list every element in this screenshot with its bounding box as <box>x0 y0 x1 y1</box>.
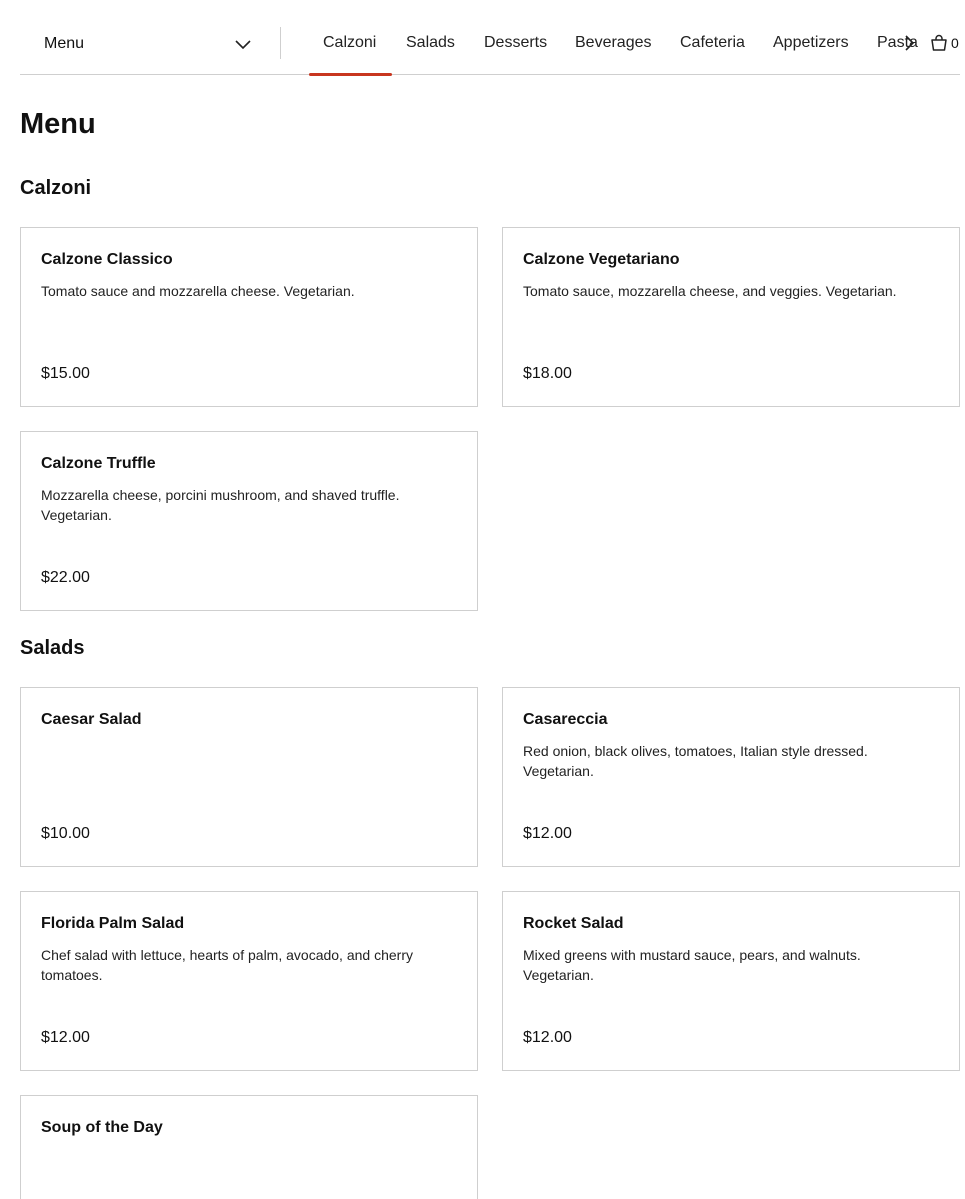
section-title-salads: Salads <box>20 637 85 659</box>
menu-item-card[interactable] <box>502 227 960 407</box>
nav-divider <box>280 27 281 59</box>
tab-salads[interactable] <box>406 0 458 75</box>
chevron-right-icon[interactable] <box>901 33 919 53</box>
section-title-calzoni: Calzoni <box>20 177 92 199</box>
item-price: $18.00 <box>523 365 572 382</box>
item-name: Calzone Truffle <box>41 455 156 472</box>
menu-item-card[interactable] <box>20 431 478 611</box>
tab-label: Calzoni <box>323 34 377 51</box>
cart-count: 0 <box>951 35 959 51</box>
tab-beverages[interactable] <box>575 0 655 75</box>
item-name: Calzone Classico <box>41 251 173 268</box>
category-tabs <box>309 0 918 75</box>
item-price: $15.00 <box>41 365 90 382</box>
chevron-down-icon <box>234 35 252 53</box>
item-price: $10.00 <box>41 825 90 842</box>
item-name: Florida Palm Salad <box>41 915 185 932</box>
item-name: Soup of the Day <box>41 1119 163 1136</box>
menu-item-card[interactable] <box>20 891 478 1071</box>
tab-calzoni[interactable] <box>323 0 378 75</box>
item-price: $22.00 <box>41 569 90 586</box>
item-description: Chef salad with lettuce, hearts of palm, avocado, and cherry tomatoes. <box>41 947 413 983</box>
shopping-bag-icon <box>930 34 948 51</box>
tab-cafeteria[interactable] <box>680 0 748 75</box>
tab-appetizers[interactable] <box>773 0 853 75</box>
menu-dropdown[interactable] <box>20 20 265 66</box>
tab-label: Appetizers <box>773 34 849 51</box>
tab-label: Beverages <box>575 34 652 51</box>
tab-label: Desserts <box>484 34 548 51</box>
item-name: Casareccia <box>523 711 608 728</box>
page-title: Menu <box>20 108 96 140</box>
menu-item-card[interactable] <box>20 1095 478 1199</box>
top-navigation <box>20 0 960 75</box>
tab-label: Pasta <box>877 34 918 51</box>
tab-desserts[interactable] <box>484 0 549 75</box>
tab-label: Salads <box>406 34 455 51</box>
item-description: Mozzarella cheese, porcini mushroom, and shaved truffle. Vegetarian. <box>41 487 400 523</box>
item-description: Mixed greens with mustard sauce, pears, and walnuts. Vegetarian. <box>523 947 861 983</box>
menu-item-card[interactable] <box>502 891 960 1071</box>
item-price: $12.00 <box>41 1029 90 1046</box>
item-price: $12.00 <box>523 1029 572 1046</box>
cart-button[interactable] <box>930 33 964 53</box>
item-name: Caesar Salad <box>41 711 142 728</box>
item-description: Tomato sauce and mozzarella cheese. Vegetarian. <box>41 283 355 299</box>
menu-item-card[interactable] <box>502 687 960 867</box>
tab-label: Cafeteria <box>680 34 745 51</box>
item-description: Red onion, black olives, tomatoes, Italian style dressed. Vegetarian. <box>523 743 868 779</box>
item-name: Calzone Vegetariano <box>523 251 680 268</box>
menu-dropdown-label: Menu <box>44 35 85 52</box>
item-name: Rocket Salad <box>523 915 624 932</box>
menu-item-card[interactable] <box>20 687 478 867</box>
menu-item-card[interactable] <box>20 227 478 407</box>
item-description: Tomato sauce, mozzarella cheese, and veggies. Vegetarian. <box>523 283 897 299</box>
item-price: $12.00 <box>523 825 572 842</box>
